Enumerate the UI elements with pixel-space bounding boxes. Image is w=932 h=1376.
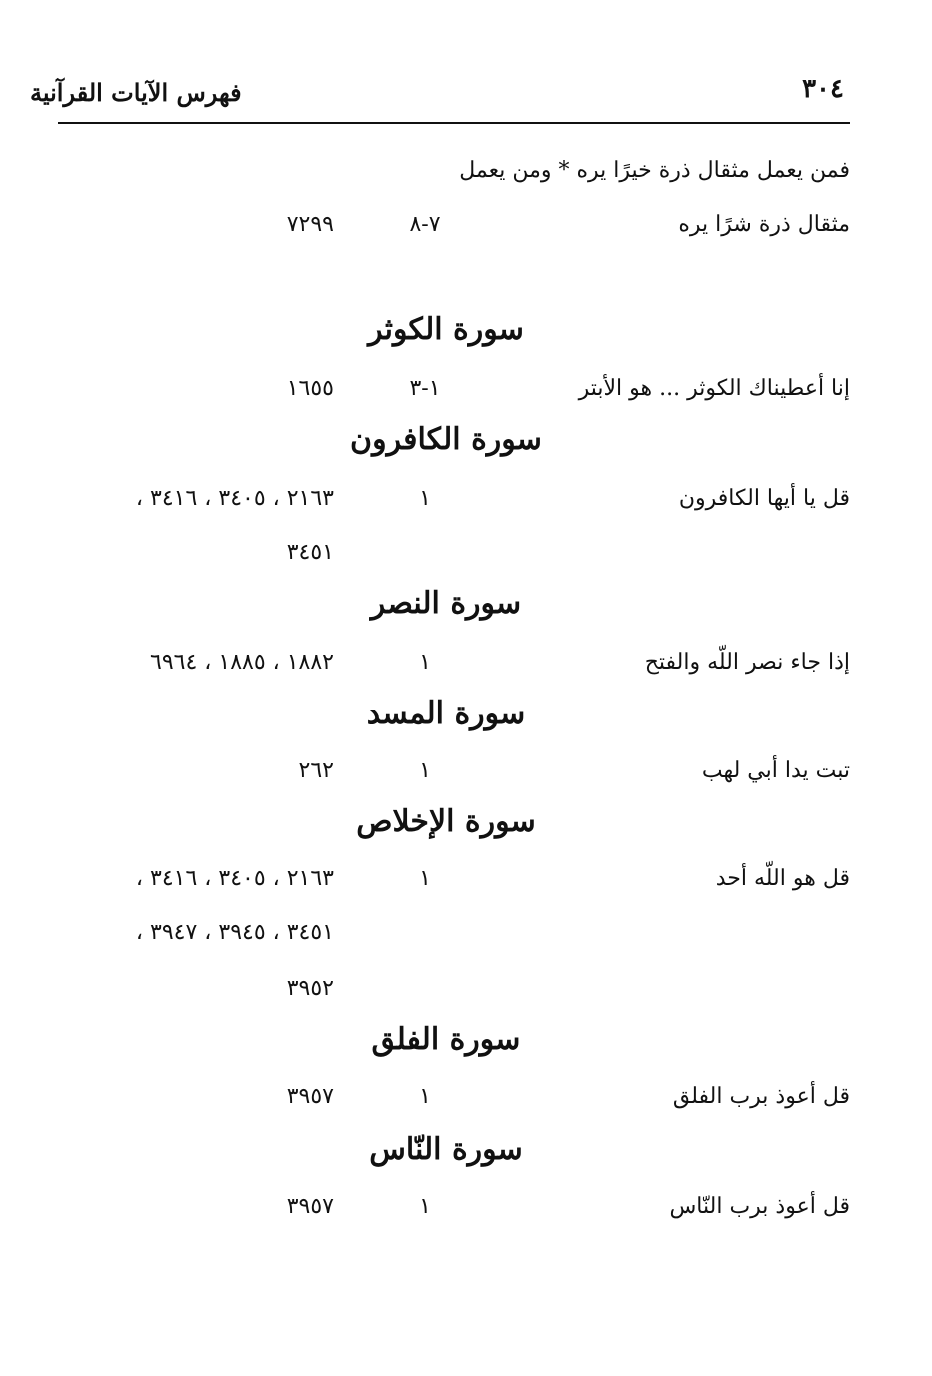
surah-heading: سورة المسد [366, 696, 526, 731]
running-head [0, 70, 932, 110]
index-entry-refs-continued [70, 976, 850, 1016]
surah-heading: سورة الإخلاص [356, 804, 536, 839]
hadith-refs: ٣٩٥٢ [286, 976, 334, 1001]
hadith-refs: ٣٤٥١ ، ٣٩٤٥ ، ٣٩٤٧ ، [135, 920, 334, 945]
hadith-refs: ٣٤٥١ [286, 540, 334, 565]
index-entry [70, 1084, 850, 1124]
hadith-refs: ٢١٦٣ ، ٣٤٠٥ ، ٣٤١٦ ، [135, 866, 334, 891]
verse-text: قل أعوذ برب النّاس [669, 1194, 850, 1219]
hadith-refs: ٧٢٩٩ [286, 212, 334, 237]
hadith-refs: ٣٩٥٧ [286, 1084, 334, 1109]
index-entry-refs-continued [70, 920, 850, 960]
surah-heading: سورة النّاس [369, 1132, 523, 1167]
hadith-refs: ١٦٥٥ [286, 376, 334, 401]
index-entry [70, 758, 850, 798]
index-entry [70, 486, 850, 526]
index-entry-refs-continued [70, 540, 850, 580]
running-title: فهرس الآيات القرآنية [30, 78, 242, 107]
verse-text: قل يا أيها الكافرون [678, 486, 850, 511]
hadith-refs: ٢١٦٣ ، ٣٤٠٥ ، ٣٤١٦ ، [135, 486, 334, 511]
surah-heading: سورة الكوثر [368, 312, 524, 347]
verse-text: إذا جاء نصر اللّه والفتح [644, 650, 850, 675]
ayah-number: ٧-٨ [409, 212, 441, 237]
verse-text: قل أعوذ برب الفلق [672, 1084, 850, 1109]
page-number: ٣٠٤ [802, 74, 844, 104]
ayah-number: ١ [419, 866, 431, 891]
ayah-number: ١-٣ [409, 376, 441, 401]
ayah-number: ١ [419, 758, 431, 783]
index-entry [70, 650, 850, 690]
index-entry [70, 1194, 850, 1234]
surah-heading: سورة النصر [370, 586, 522, 621]
verse-text: فمن يعمل مثقال ذرة خيرًا يره * ومن يعمل [459, 158, 850, 183]
index-entry [70, 376, 850, 416]
header-rule [58, 122, 850, 124]
ayah-number: ١ [419, 1194, 431, 1219]
surah-heading: سورة الكافرون [350, 422, 542, 457]
hadith-refs: ٢٦٢ [298, 758, 334, 783]
verse-text: مثقال ذرة شرًا يره [678, 212, 850, 237]
index-entry-continued [70, 158, 850, 198]
hadith-refs: ٣٩٥٧ [286, 1194, 334, 1219]
verse-text: إنا أعطيناك الكوثر ... هو الأبتر [578, 376, 850, 401]
verse-text: تبت يدا أبي لهب [701, 758, 850, 783]
ayah-number: ١ [419, 650, 431, 675]
ayah-number: ١ [419, 486, 431, 511]
verse-text: قل هو اللّه أحد [715, 866, 850, 891]
surah-heading: سورة الفلق [371, 1022, 521, 1057]
index-entry-continued-end [70, 212, 850, 252]
ayah-number: ١ [419, 1084, 431, 1109]
hadith-refs: ١٨٨٢ ، ١٨٨٥ ، ٦٩٦٤ [150, 650, 334, 675]
index-entry [70, 866, 850, 906]
